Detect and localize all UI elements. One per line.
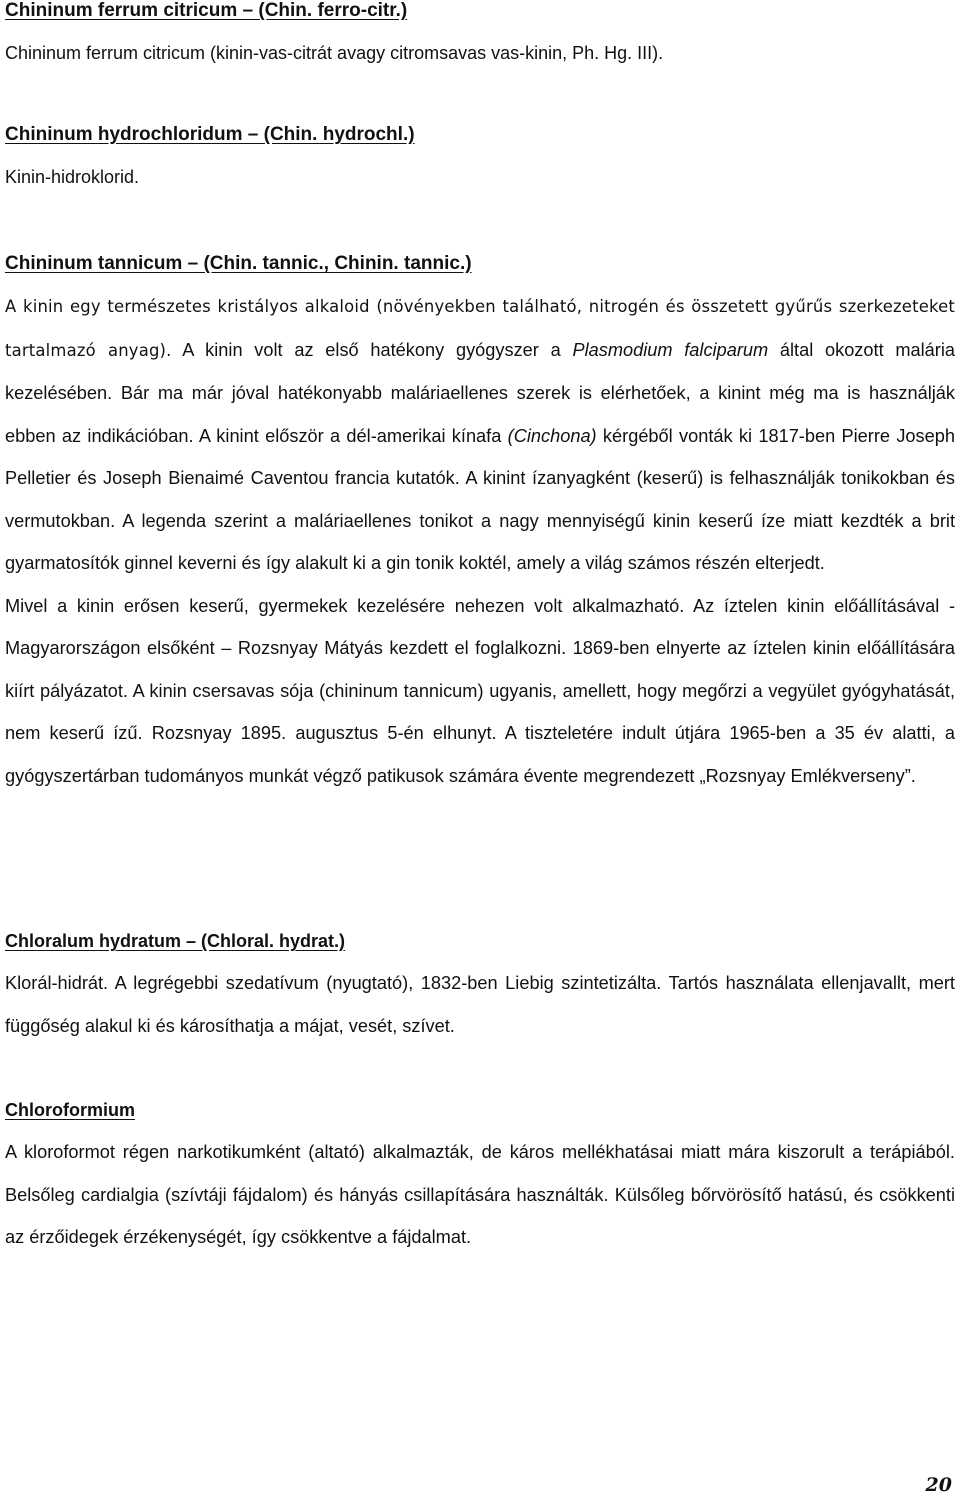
entry-heading: Chloroformium [5,1100,135,1120]
entry-text-part: A kinin volt az első hatékony gyógyszer a [171,339,573,360]
entry-heading: Chloralum hydratum – (Chloral. hydrat.) [5,931,346,951]
entry-chininum-hydrochloridum [5,114,955,199]
page-number: 20 [925,1474,952,1496]
entry-text: Chininum ferrum citricum (kinin-vas-citrát avagy citromsavas vas-kinin, Ph. Hg. III). [5,43,664,63]
entry-text: Klorál-hidrát. A legrégebbi szedatívum (nyugtató), 1832-ben Liebig szintetizálta. Tartós használata ellenjavallt, mert függőség alakul ki és károsíthatja a májat, vesét, szívet. [5,973,955,1036]
entry-text: A kloroformot régen narkotikumként (altató) alkalmazták, de káros mellékhatásai miatt mára kiszorult a terápiából. Belsőleg cardialgia (szívtáji fájdalom) és hányás csillapítására használták. Külsőleg bőrvörösítő hatású, és csökkenti az érzőidegek érzékenységét, így csökkentve a fájdalmat. [5,1142,955,1247]
entry-heading: Chininum hydrochloridum – (Chin. hydrochl.) [5,124,415,145]
entry-text: Kinin-hidroklorid. [5,167,140,187]
entry-text-italic: Plasmodium falciparum [572,339,769,360]
entry-text-part: által okozott malária kezelésében. Bár ma már jóval hatékonyabb maláriaellenes szerek is elérhetőek, a kinint még ma is használják ebben az indikációban. A kinint először a dél-amerikai kínafa [5,339,955,446]
entry-chininum-tannicum [5,243,955,797]
entry-text-part: kérgéből vonták ki 1817-ben Pierre Joseph Pelletier és Joseph Bienaimé Caventou francia kutatók. A kinint ízanyagként (keserű) is felhasználják tonikokban és vermutokban. A legenda szerint a maláriaellenes tonikot a nagy mennyiségű kinin keserű íze miatt kezdték a brit gyarmatosítók ginnel keverni és így alakult ki a gin tonik koktél, amely a világ számos részén elterjedt. [5,425,955,573]
entry-text-paragraph-2: Mivel a kinin erősen keserű, gyermekek kezelésére nehezen volt alkalmazható. Az íztelen kinin előállításával - Magyarországon elsőként – Rozsnyay Mátyás kezdett el foglalkozni. 1869-ben elnyerte az íztelen kinin előállítására kiírt pályázatot. A kinin csersavas sója (chininum tannicum) ugyanis, amellett, hogy megőrzi a vegyület gyógyhatását, nem keserű ízű. Rozsnyay 1895. augusztus 5-én elhunyt. A tiszteletére indult útjára 1965-ben a 35 év alatti, a gyógyszertárban tudományos munkát végző patikusok számára évente megrendezett „Rozsnyay Emlékverseny”. [5,595,955,786]
entry-text-lead: A kinin egy természetes kristályos alkaloid (növényekben található, nitrogén és összetett gyűrűs szerkezeteket tartalmazó anyag). [5,297,955,360]
entry-chloralum-hydratum [5,920,955,1047]
entry-heading: Chininum tannicum – (Chin. tannic., Chinin. tannic.) [5,253,472,274]
entry-chloroformium [5,1089,955,1259]
entry-heading: Chininum ferrum citricum – (Chin. ferro-citr.) [5,0,408,21]
entry-text-italic: (Cinchona) [507,425,597,446]
entry-chininum-ferrum-citricum [5,0,955,75]
entry-text [5,285,955,585]
